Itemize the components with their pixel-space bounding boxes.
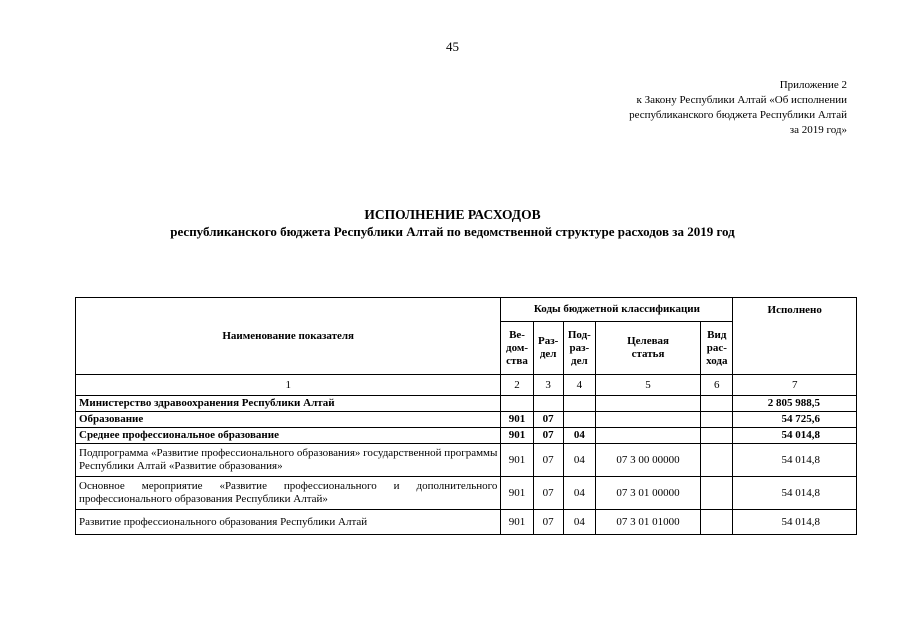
row-name: Основное мероприятие «Развитие профессионального и дополнительного профессионального образования Республики Алтай» bbox=[76, 477, 501, 510]
row-podrazdel bbox=[563, 396, 595, 412]
header-ved: Ве- дом- ства bbox=[501, 322, 533, 375]
row-razdel: 07 bbox=[533, 477, 563, 510]
row-name: Образование bbox=[76, 412, 501, 428]
column-number-row bbox=[76, 375, 857, 396]
appendix-line: Приложение 2 bbox=[779, 79, 847, 91]
row-ved: 901 bbox=[501, 477, 533, 510]
appendix-line: республиканского бюджета Республики Алтай bbox=[629, 109, 847, 121]
column-number: 1 bbox=[76, 375, 501, 396]
appendix-line: к Закону Республики Алтай «Об исполнении bbox=[636, 94, 847, 106]
row-vid bbox=[701, 444, 733, 477]
table-row bbox=[76, 396, 857, 412]
title-main: ИСПОЛНЕНИЕ РАСХОДОВ bbox=[364, 207, 541, 222]
appendix-note bbox=[629, 78, 847, 138]
header-codes: Коды бюджетной классификации bbox=[501, 298, 733, 322]
column-number: 4 bbox=[563, 375, 595, 396]
row-amount: 54 014,8 bbox=[733, 444, 857, 477]
row-name: Министерство здравоохранения Республики Алтай bbox=[76, 396, 501, 412]
row-ved: 901 bbox=[501, 412, 533, 428]
row-podrazdel bbox=[563, 412, 595, 428]
row-razdel: 07 bbox=[533, 444, 563, 477]
row-podrazdel: 04 bbox=[563, 510, 595, 535]
row-vid bbox=[701, 477, 733, 510]
row-ved: 901 bbox=[501, 444, 533, 477]
row-amount: 2 805 988,5 bbox=[733, 396, 857, 412]
row-amount: 54 014,8 bbox=[733, 510, 857, 535]
column-number: 5 bbox=[595, 375, 700, 396]
row-amount: 54 014,8 bbox=[733, 477, 857, 510]
table-row bbox=[76, 510, 857, 535]
header-executed: Исполнено bbox=[733, 298, 857, 375]
table-row bbox=[76, 444, 857, 477]
row-podrazdel: 04 bbox=[563, 477, 595, 510]
column-number: 6 bbox=[701, 375, 733, 396]
table-row bbox=[76, 428, 857, 444]
column-number: 2 bbox=[501, 375, 533, 396]
header-razdel: Раз- дел bbox=[533, 322, 563, 375]
header-name: Наименование показателя bbox=[76, 298, 501, 375]
row-vid bbox=[701, 396, 733, 412]
row-amount: 54 725,6 bbox=[733, 412, 857, 428]
table-row bbox=[76, 477, 857, 510]
row-target bbox=[595, 428, 700, 444]
row-target bbox=[595, 396, 700, 412]
column-number: 7 bbox=[733, 375, 857, 396]
row-razdel: 07 bbox=[533, 412, 563, 428]
row-target: 07 3 00 00000 bbox=[595, 444, 700, 477]
table-row bbox=[76, 412, 857, 428]
row-target: 07 3 01 00000 bbox=[595, 477, 700, 510]
header-podrazdel: Под- раз- дел bbox=[563, 322, 595, 375]
row-podrazdel: 04 bbox=[563, 444, 595, 477]
row-name: Развитие профессионального образования Республики Алтай bbox=[76, 510, 501, 535]
document-title bbox=[0, 206, 905, 240]
row-name: Подпрограмма «Развитие профессионального образования» государственной программы Республики Алтай «Развитие образования» bbox=[76, 444, 501, 477]
row-podrazdel: 04 bbox=[563, 428, 595, 444]
row-vid bbox=[701, 428, 733, 444]
row-amount: 54 014,8 bbox=[733, 428, 857, 444]
header-target: Целевая статья bbox=[595, 322, 700, 375]
page-number: 45 bbox=[446, 39, 459, 54]
row-razdel bbox=[533, 396, 563, 412]
row-razdel: 07 bbox=[533, 510, 563, 535]
appendix-line: за 2019 год» bbox=[789, 124, 847, 136]
row-razdel: 07 bbox=[533, 428, 563, 444]
row-target bbox=[595, 412, 700, 428]
title-subtitle: республиканского бюджета Республики Алтай по ведомственной структуре расходов за 2019 год bbox=[170, 224, 735, 239]
header-vid: Вид рас- хода bbox=[701, 322, 733, 375]
row-target: 07 3 01 01000 bbox=[595, 510, 700, 535]
row-vid bbox=[701, 412, 733, 428]
row-name: Среднее профессиональное образование bbox=[76, 428, 501, 444]
row-ved bbox=[501, 396, 533, 412]
row-vid bbox=[701, 510, 733, 535]
column-number: 3 bbox=[533, 375, 563, 396]
budget-table bbox=[75, 297, 857, 535]
row-ved: 901 bbox=[501, 510, 533, 535]
row-ved: 901 bbox=[501, 428, 533, 444]
